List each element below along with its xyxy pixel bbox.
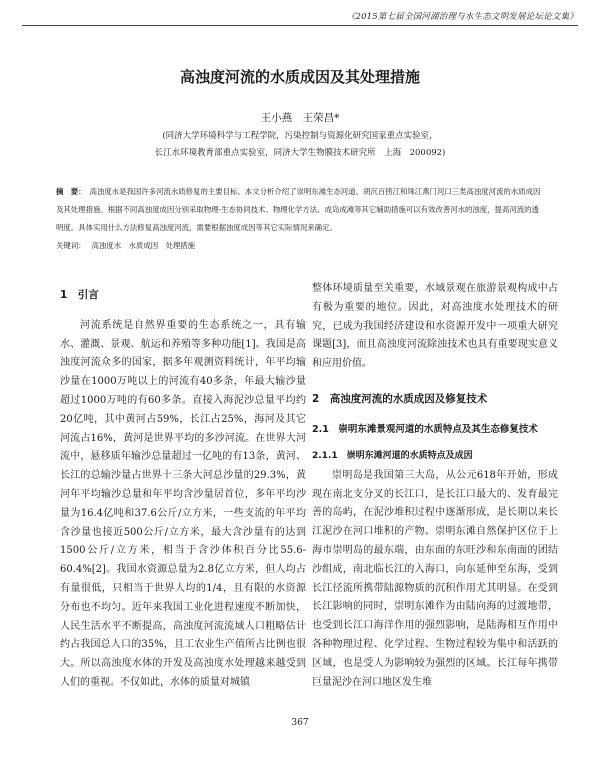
keywords-text: 高浊度水 水质成因 处理措施 — [91, 241, 196, 250]
left-column — [60, 280, 306, 693]
keywords — [56, 240, 546, 251]
section-2-1-heading: 2.1 崇明东滩景观河道的水质特点及其生态修复技术 — [312, 423, 538, 435]
intro-paragraph: 河流系统是自然界重要的生态系统之一，具有输水、灌溉、景观、航运和养殖等多种功能[1]。我国是高浊度河流众多的国家，据多年观测资料统计，年平均输沙量在1000万吨以上的河流有40多条，年最大输沙量超过1000万吨的有60多条。直接入海泥沙总量平均约20亿吨，其中黄河占59%，长江占25%，海河及其它河流占16%，黄河是世界平均的多沙河流。在世界大河流中，悬移质年输沙总量超过一亿吨的有13条，黄河、长江的总输沙量占世界十三条大河总沙量的29.3%，黄河年平均输沙总量和年平均含沙量居首位，多年平均沙量为16.4亿吨和37.6公斤/立方米，一些支流的年平均含沙量也接近500公斤/立方米，最大含沙量有的达到1500公斤/立方米，相当于含沙体积百分比55.6-60.4%[2]。我国水资源总量为2.8亿立方米，但人均占有量很低，只相当于世界人均的1/4，且有限的水资源分布也不均匀。近年来我国工业化进程速度不断加快，人民生活水平不断提高，高浊度河流流域人口粗略估计约占我国总人口的35%，且工农业生产值所占比例也很大。所以高浊度水体的开发及高浊度水处理越来越受到人们的重视。不仅如此，水体的质量对城镇 — [60, 319, 306, 688]
section-1-heading: 1 引言 — [60, 289, 99, 301]
abstract — [56, 183, 546, 237]
affiliation-line-2: 长江水环境教育部重点实验室，同济大学生物膜技术研究所 上海 200092) — [154, 148, 446, 158]
paper-title: 高浊度河流的水质成因及其处理措施 — [179, 68, 420, 86]
running-header: 《2015第七届全国河湖治理与水生态文明发展论坛论文集》 — [346, 12, 578, 22]
header-rule — [22, 25, 578, 26]
page-number: 367 — [291, 718, 309, 728]
intro-paragraph-continued: 整体环境质量至关重要，水域景观在旅游景观构成中占有极为重要的地位。因此，对高浊度水处理技术的研究，已成为我国经济建设和水资源开发中一项重大研究课题[3]，而且高浊度河流除浊技术也具有重要现实意义和应用价值。 — [312, 283, 558, 370]
chongming-paragraph: 崇明岛是我国第三大岛，从公元618年开始，形成现在南北支分叉的长江口，是长江口最大的、发育最完善的岛屿，在泥沙堆积过程中逐渐形成，是长期以来长江泥沙在河口堆积的产物。崇明东滩自然保护区位于上海市崇明岛的最东端，由东面的东旺沙和东南面的团结沙组成，南北临长江的入海口，向东延伸至东海，受到长江径流所携带陆源物质的沉积作用尤其明显。在受到长江影响的同时，崇明东滩作为由陆向海的过渡地带，也受到长江口海洋作用的强烈影响，是陆海相互作用中各种物理过程、化学过程、生物过程较为集中和活跃的区域，也是受人为影响较为强烈的区域。长江每年携带巨量泥沙在河口地区发生堆 — [312, 469, 558, 688]
abstract-text: 高浊度水是我国许多河流水质修复的主要目标。本文分析介绍了崇明东滩生态河道、胡沉百捞江和珠江燕门河口三类高浊度河流的水质成因及其处理措施。根据不同高浊度成因分别采取物理-生态协同技术、物理化学方法、成岛成滩等其它辅助措施可以有效改善河水的浊度，提高河流的透明度。具体实用什么方法修复高浊度河流，需要根据浊度成因等其它实际情况来确定。 — [56, 187, 541, 232]
right-column — [312, 280, 558, 692]
affiliation-line-1: (同济大学环境科学与工程学院，污染控制与资源化研究国家重点实验室， — [162, 131, 438, 141]
authors: 王小燕 王荣昌* — [260, 112, 340, 124]
section-2-1-1-heading: 2.1.1 崇明东滩河道的水质特点及成因 — [312, 450, 473, 461]
abstract-label: 摘 要： — [56, 187, 86, 196]
section-2-heading: 2 高浊度河流的水质成因及修复技术 — [312, 392, 488, 405]
keywords-label: 关键词： — [56, 241, 86, 250]
